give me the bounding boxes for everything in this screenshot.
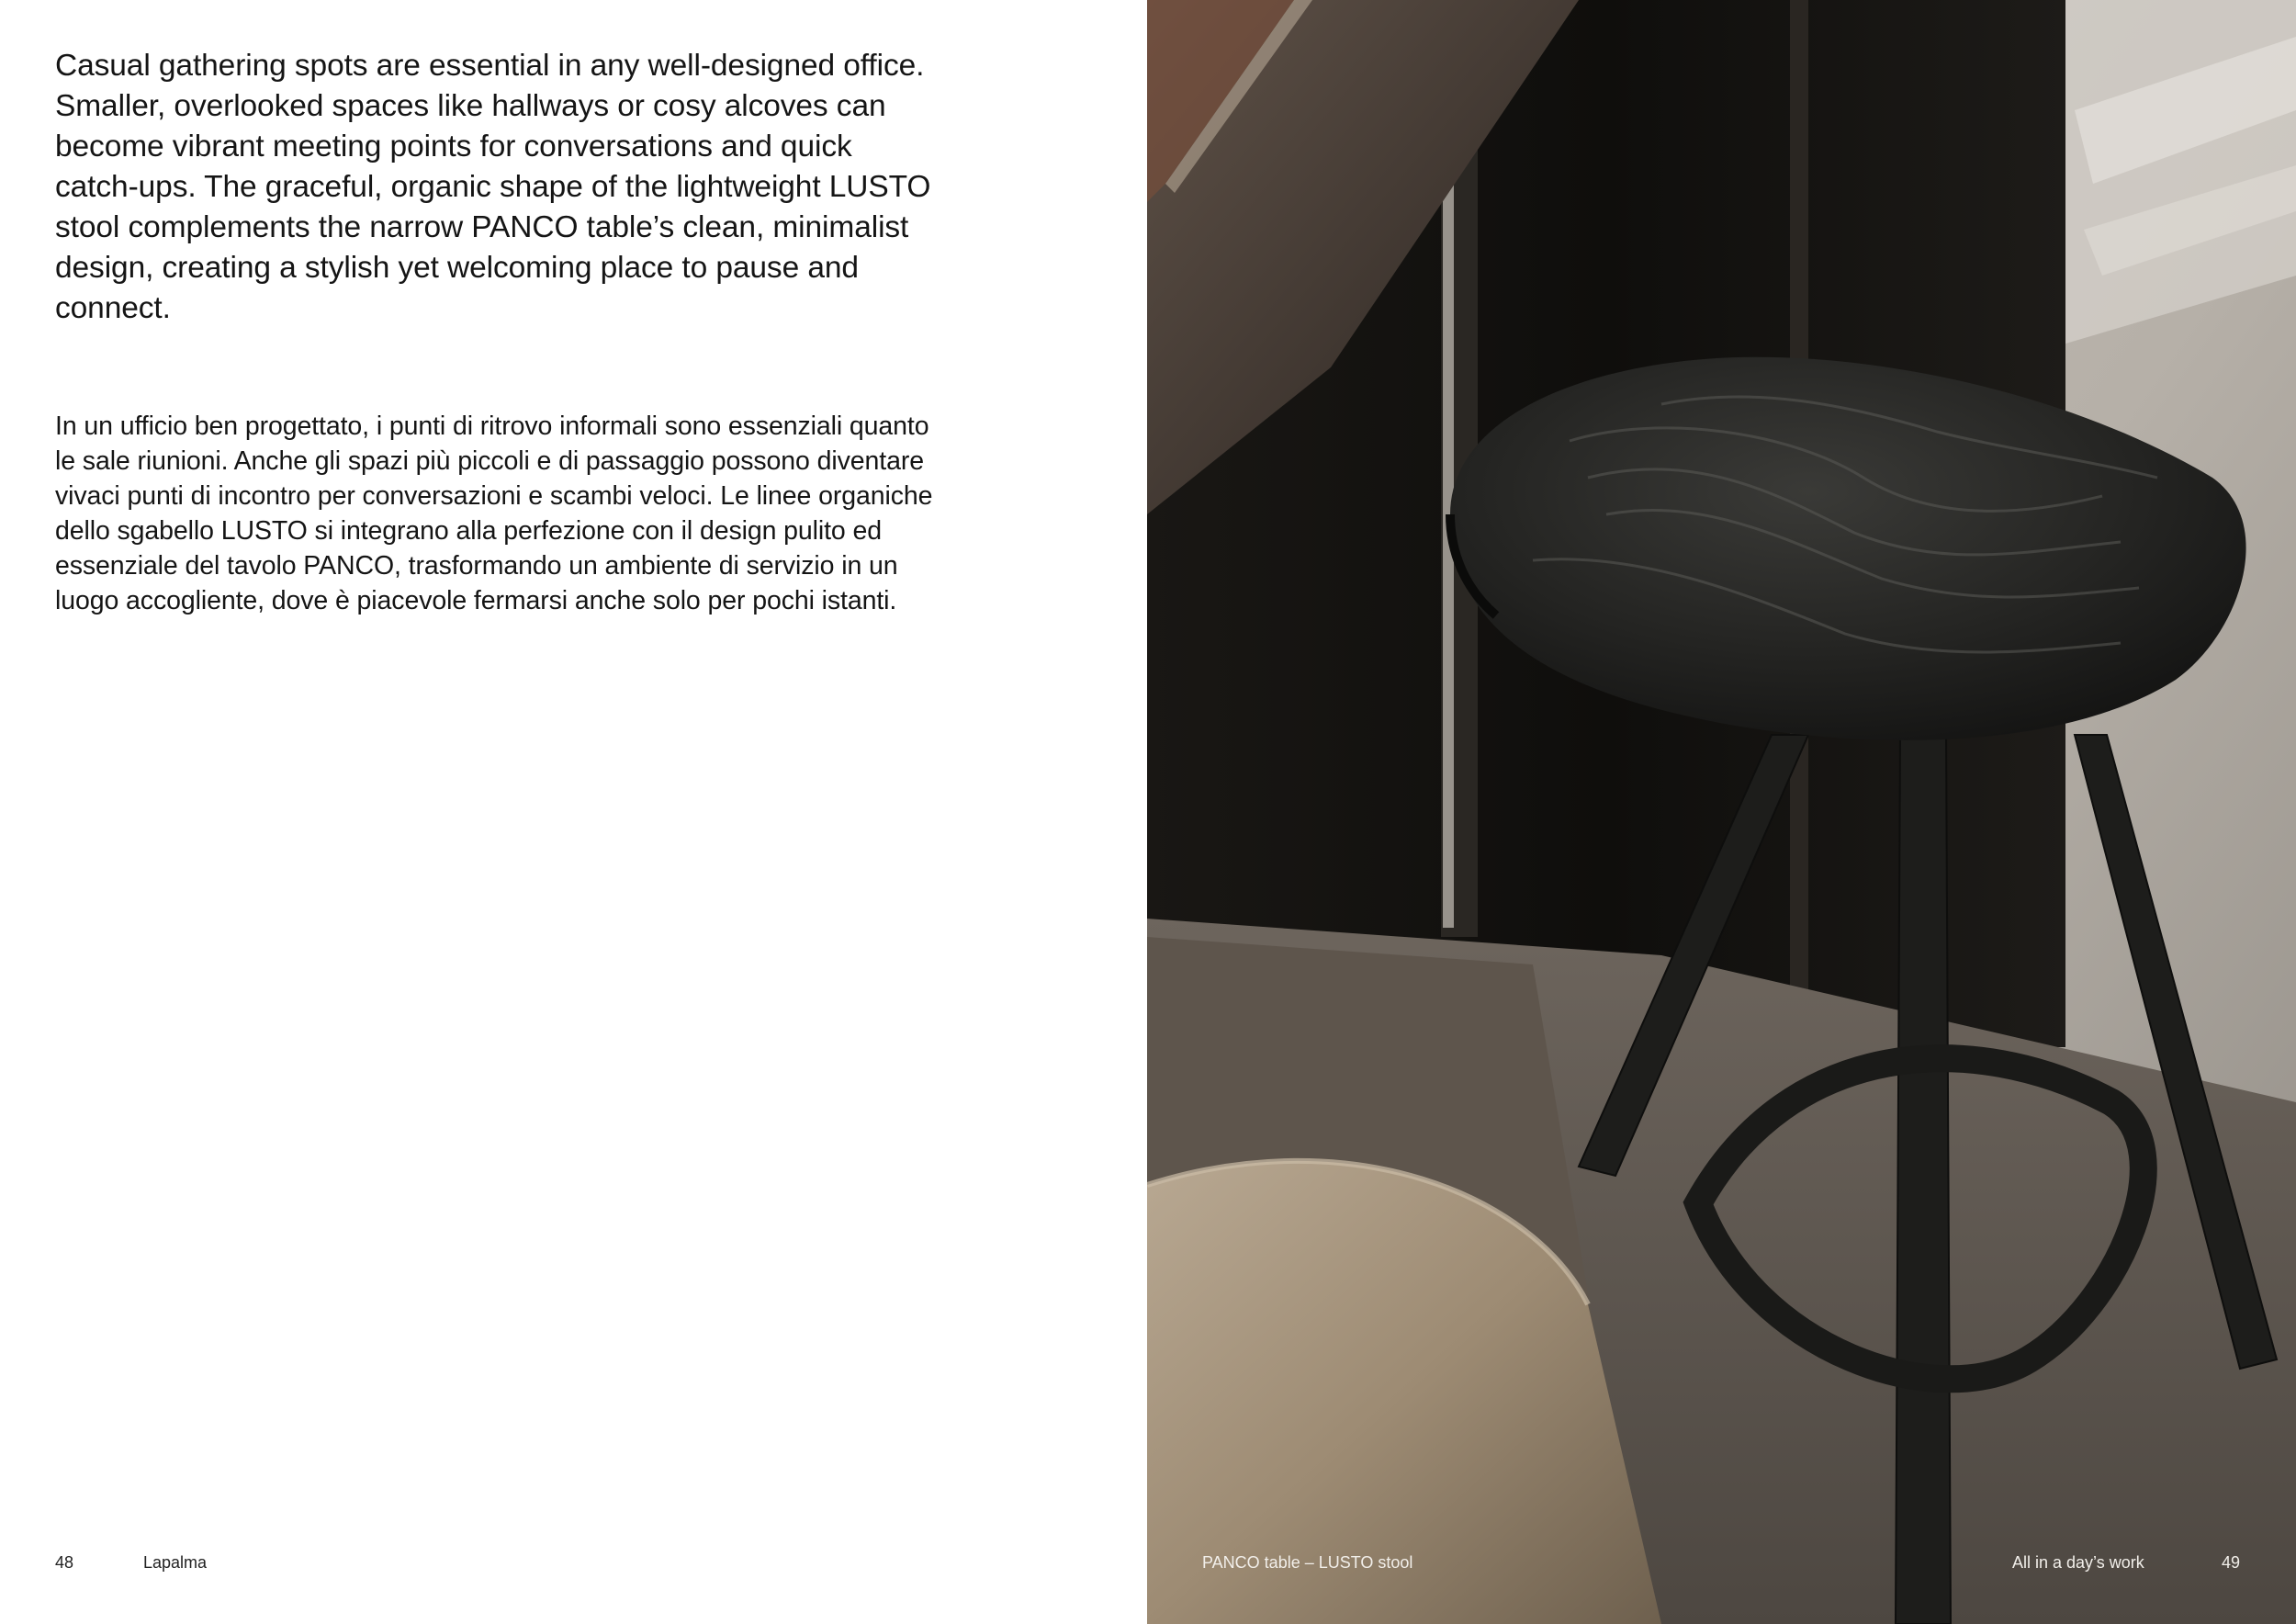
stool-photo <box>1147 0 2296 1624</box>
left-page <box>0 0 1147 1624</box>
brand-name: Lapalma <box>143 1553 208 1572</box>
photo-caption: PANCO table – LUSTO stool <box>1202 1553 1413 1572</box>
section-title: All in a day’s work <box>2012 1553 2144 1572</box>
page-number-right: 49 <box>2222 1553 2241 1572</box>
page-number-left: 48 <box>55 1553 74 1572</box>
right-page <box>1147 0 2296 1624</box>
intro-paragraph-english: Casual gathering spots are essential in any well-designed office. Smaller, overlooked spaces like hallways or cosy alcoves can become vibrant meeting points for conversations and quick catch-ups. The graceful, organic shape of the lightweight LUSTO stool complements the narrow PANCO table’s clean, minimalist design, creating a stylish yet welcoming place to pause and connect. <box>55 49 931 325</box>
intro-paragraph-italian: In un ufficio ben progettato, i punti di ritrovo informali sono essenziali quanto le sale riunioni. Anche gli spazi più piccoli e di passaggio possono diventare vivaci punti di incontro per conversazioni e scambi veloci. Le linee organiche dello sgabello LUSTO si integrano alla perfezione con il design pulito ed essenziale del tavolo PANCO, trasformando un ambiente di servizio in un luogo accogliente, dove è piacevole fermarsi anche solo per pochi istanti. <box>55 412 933 615</box>
